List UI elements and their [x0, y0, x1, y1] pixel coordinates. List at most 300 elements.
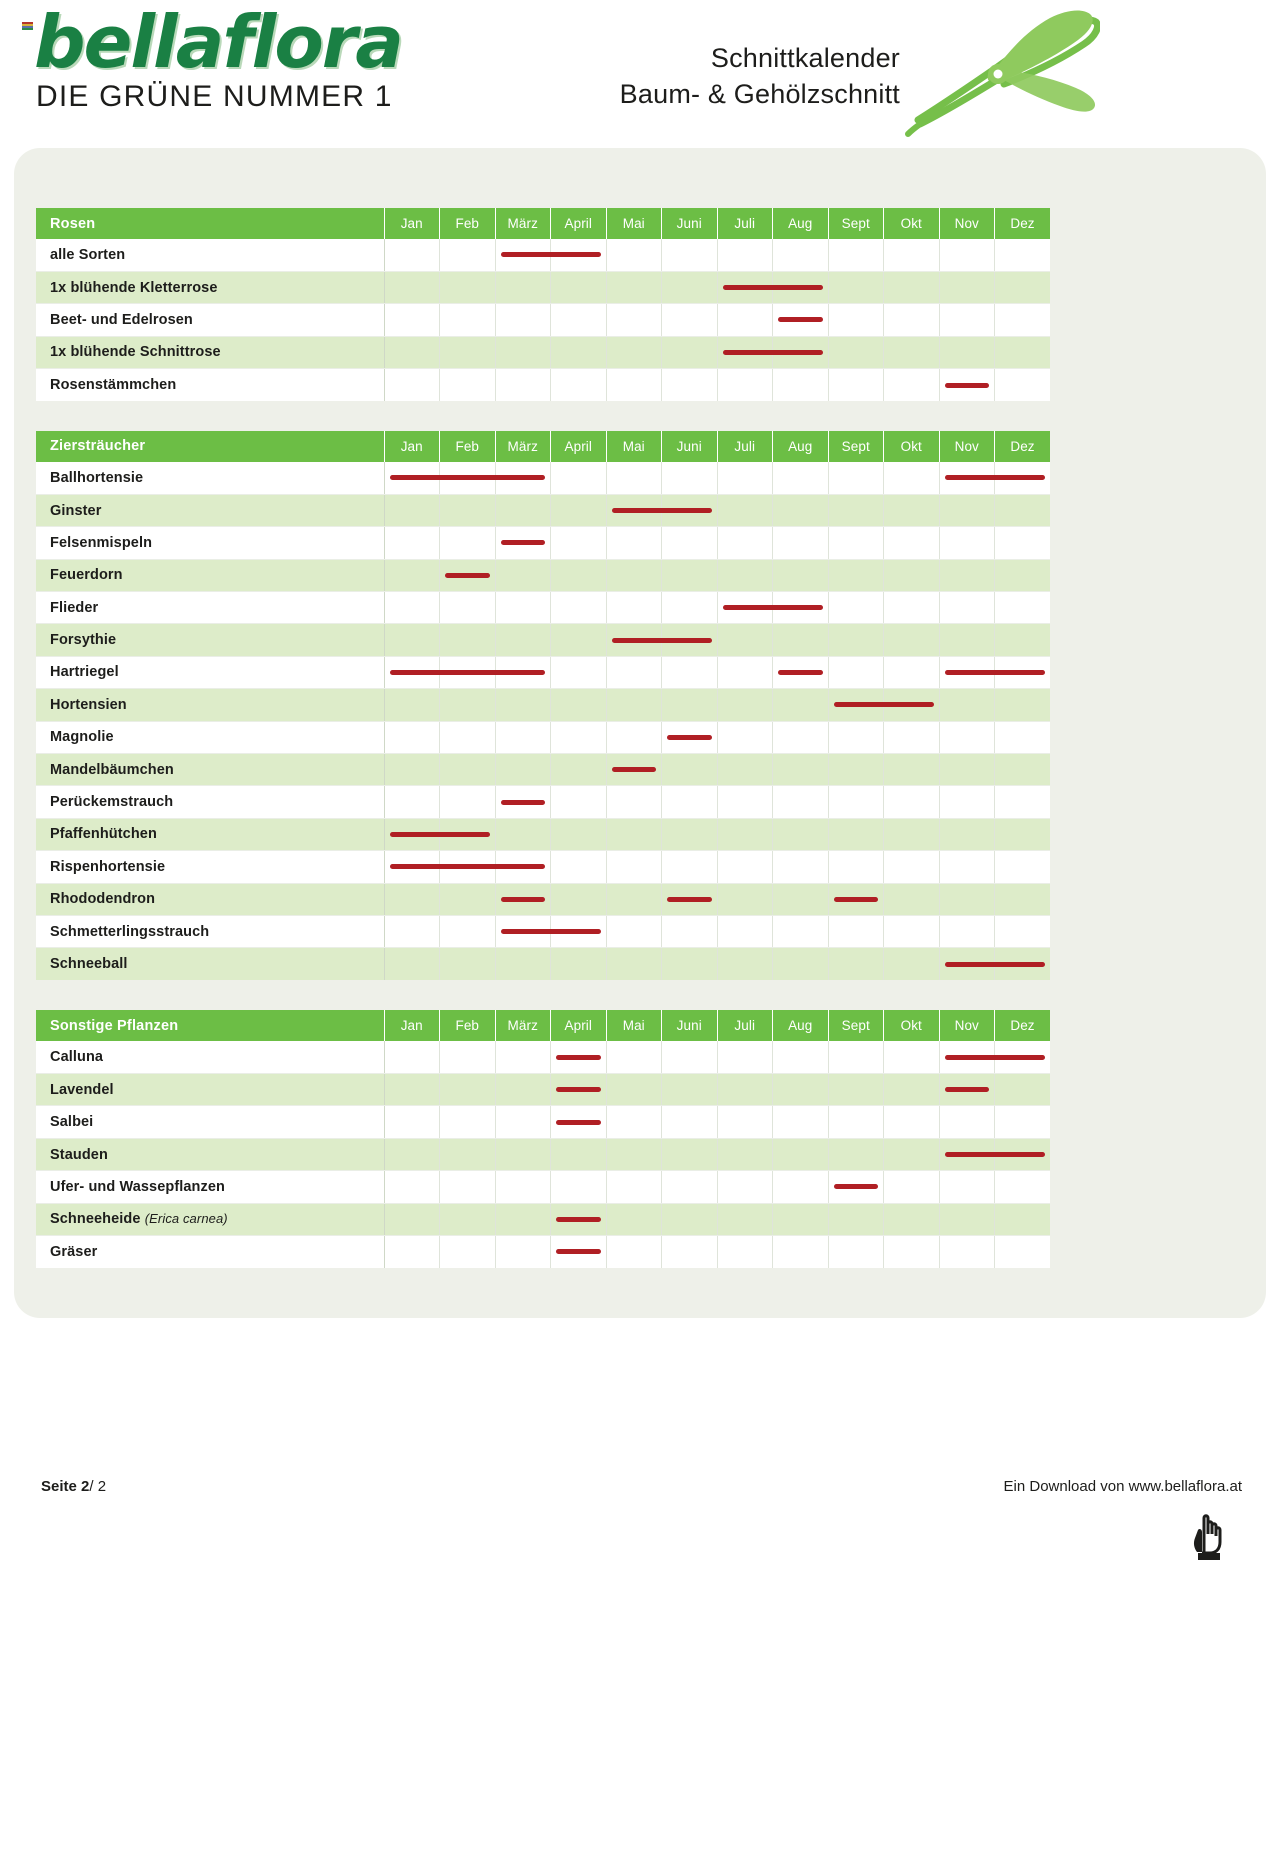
- month-header-dez: Dez: [995, 208, 1051, 239]
- table-row: [36, 336, 1050, 368]
- plant-name: [36, 624, 384, 656]
- month-header-okt: Okt: [884, 1010, 940, 1041]
- cut-period-cell: [773, 271, 829, 303]
- empty-cell: [551, 336, 607, 368]
- month-header-märz: März: [495, 431, 551, 462]
- empty-cell: [384, 1203, 440, 1235]
- plant-name: [36, 304, 384, 336]
- plant-name-label: 1x blühende Schnittrose: [50, 344, 221, 361]
- empty-cell: [384, 753, 440, 785]
- empty-cell: [995, 592, 1051, 624]
- plant-name: [36, 656, 384, 688]
- empty-cell: [495, 1106, 551, 1138]
- empty-cell: [384, 1106, 440, 1138]
- empty-cell: [773, 1171, 829, 1203]
- empty-cell: [773, 689, 829, 721]
- month-header-juli: Juli: [717, 1010, 773, 1041]
- empty-cell: [384, 336, 440, 368]
- table-title: Ziersträucher: [36, 431, 384, 462]
- cut-period-cell: [495, 851, 551, 883]
- plant-name-label: Feuerdorn: [50, 567, 123, 584]
- plant-name-label: Calluna: [50, 1049, 104, 1066]
- empty-cell: [939, 786, 995, 818]
- empty-cell: [773, 818, 829, 850]
- empty-cell: [495, 494, 551, 526]
- empty-cell: [995, 883, 1051, 915]
- empty-cell: [662, 1171, 718, 1203]
- plant-name-label: Perückemstrauch: [50, 794, 174, 811]
- empty-cell: [995, 239, 1051, 271]
- cut-period-cell: [495, 462, 551, 494]
- plant-name: [36, 462, 384, 494]
- cut-period-cell: [939, 656, 995, 688]
- empty-cell: [828, 304, 884, 336]
- empty-cell: [717, 883, 773, 915]
- cut-period-cell: [495, 656, 551, 688]
- empty-cell: [495, 592, 551, 624]
- empty-cell: [773, 239, 829, 271]
- empty-cell: [717, 494, 773, 526]
- month-header-dez: Dez: [995, 1010, 1051, 1041]
- month-header-april: April: [551, 431, 607, 462]
- plant-name: [36, 271, 384, 303]
- empty-cell: [884, 1203, 940, 1235]
- empty-cell: [773, 527, 829, 559]
- table-title: Rosen: [36, 208, 384, 239]
- plant-botanical-name: (Erica carnea): [144, 1211, 228, 1227]
- page-number-total: / 2: [89, 1478, 107, 1495]
- plant-name-label: Mandelbäumchen: [50, 761, 174, 778]
- empty-cell: [662, 915, 718, 947]
- empty-cell: [495, 1203, 551, 1235]
- cut-period-cell: [495, 915, 551, 947]
- empty-cell: [884, 883, 940, 915]
- cut-period-cell: [662, 494, 718, 526]
- empty-cell: [384, 1138, 440, 1170]
- empty-cell: [717, 462, 773, 494]
- empty-cell: [884, 527, 940, 559]
- plant-name-label: Rosenstämmchen: [50, 377, 177, 393]
- empty-cell: [995, 786, 1051, 818]
- cut-period-cell: [717, 271, 773, 303]
- cut-period-cell: [606, 624, 662, 656]
- cut-period-cell: [939, 1138, 995, 1170]
- empty-cell: [884, 721, 940, 753]
- empty-cell: [606, 948, 662, 980]
- empty-cell: [495, 689, 551, 721]
- plant-name: [36, 1106, 384, 1138]
- empty-cell: [440, 721, 496, 753]
- empty-cell: [717, 1106, 773, 1138]
- empty-cell: [773, 915, 829, 947]
- plant-name-label: Ginster: [50, 502, 102, 519]
- table-row: [36, 851, 1050, 883]
- empty-cell: [606, 559, 662, 591]
- plant-name-label: Schneeheide: [50, 1211, 141, 1228]
- empty-cell: [717, 1203, 773, 1235]
- empty-cell: [773, 369, 829, 401]
- empty-cell: [551, 818, 607, 850]
- empty-cell: [384, 369, 440, 401]
- cut-period-cell: [662, 624, 718, 656]
- month-header-mai: Mai: [606, 1010, 662, 1041]
- empty-cell: [551, 624, 607, 656]
- plant-name: [36, 494, 384, 526]
- cut-period-cell: [440, 818, 496, 850]
- empty-cell: [662, 1203, 718, 1235]
- empty-cell: [939, 592, 995, 624]
- empty-cell: [384, 304, 440, 336]
- empty-cell: [884, 239, 940, 271]
- plant-name-label: Schmetterlingsstrauch: [50, 923, 210, 940]
- empty-cell: [384, 271, 440, 303]
- plant-name: [36, 818, 384, 850]
- cut-period-cell: [773, 592, 829, 624]
- table-title: Sonstige Pflanzen: [36, 1010, 384, 1041]
- empty-cell: [440, 786, 496, 818]
- plant-name-label: Stauden: [50, 1146, 108, 1163]
- month-header-mai: Mai: [606, 208, 662, 239]
- cut-period-cell: [384, 851, 440, 883]
- empty-cell: [717, 1171, 773, 1203]
- empty-cell: [773, 721, 829, 753]
- empty-cell: [995, 1236, 1051, 1268]
- empty-cell: [440, 592, 496, 624]
- pruning-shears-icon: [900, 2, 1100, 142]
- empty-cell: [884, 494, 940, 526]
- plant-name-label: 1x blühende Kletterrose: [50, 279, 218, 296]
- empty-cell: [995, 1171, 1051, 1203]
- month-header-aug: Aug: [773, 1010, 829, 1041]
- empty-cell: [884, 1138, 940, 1170]
- plant-name: [36, 915, 384, 947]
- empty-cell: [440, 1106, 496, 1138]
- empty-cell: [717, 818, 773, 850]
- empty-cell: [606, 1106, 662, 1138]
- empty-cell: [384, 624, 440, 656]
- empty-cell: [717, 1041, 773, 1073]
- empty-cell: [606, 786, 662, 818]
- plant-name: [36, 559, 384, 591]
- pointing-hand-icon: [1188, 1508, 1228, 1560]
- cut-period-cell: [440, 559, 496, 591]
- empty-cell: [440, 948, 496, 980]
- plant-name-label: Schneeball: [50, 956, 128, 973]
- empty-cell: [939, 271, 995, 303]
- cut-period-cell: [551, 239, 607, 271]
- table-row: [36, 1106, 1050, 1138]
- page-number-current: Seite 2: [41, 1478, 90, 1495]
- empty-cell: [551, 656, 607, 688]
- table-header-row: [36, 1010, 1050, 1041]
- cut-period-cell: [440, 851, 496, 883]
- empty-cell: [773, 883, 829, 915]
- cut-period-cell: [995, 1041, 1051, 1073]
- table-row: [36, 753, 1050, 785]
- empty-cell: [717, 304, 773, 336]
- empty-cell: [828, 494, 884, 526]
- table-row: [36, 1041, 1050, 1073]
- empty-cell: [995, 369, 1051, 401]
- empty-cell: [995, 271, 1051, 303]
- month-header-jan: Jan: [384, 208, 440, 239]
- empty-cell: [717, 239, 773, 271]
- cut-period-cell: [995, 948, 1051, 980]
- empty-cell: [551, 462, 607, 494]
- empty-cell: [440, 1203, 496, 1235]
- empty-cell: [495, 1041, 551, 1073]
- empty-cell: [995, 494, 1051, 526]
- empty-cell: [440, 624, 496, 656]
- empty-cell: [495, 1171, 551, 1203]
- table-row: [36, 1138, 1050, 1170]
- table-row: [36, 948, 1050, 980]
- empty-cell: [606, 271, 662, 303]
- empty-cell: [606, 369, 662, 401]
- empty-cell: [606, 1171, 662, 1203]
- plant-name: [36, 786, 384, 818]
- empty-cell: [551, 753, 607, 785]
- empty-cell: [551, 1138, 607, 1170]
- empty-cell: [384, 1074, 440, 1106]
- empty-cell: [440, 1041, 496, 1073]
- table-row: [36, 304, 1050, 336]
- plant-name: [36, 948, 384, 980]
- empty-cell: [717, 369, 773, 401]
- empty-cell: [717, 1138, 773, 1170]
- empty-cell: [884, 369, 940, 401]
- plant-name: [36, 527, 384, 559]
- cut-period-cell: [717, 592, 773, 624]
- empty-cell: [662, 336, 718, 368]
- empty-cell: [939, 851, 995, 883]
- empty-cell: [773, 559, 829, 591]
- empty-cell: [440, 1236, 496, 1268]
- empty-cell: [384, 786, 440, 818]
- empty-cell: [662, 851, 718, 883]
- empty-cell: [440, 1074, 496, 1106]
- page-title: [560, 40, 900, 112]
- month-header-aug: Aug: [773, 208, 829, 239]
- month-header-jan: Jan: [384, 1010, 440, 1041]
- download-note: Ein Download von www.bellaflora.at: [1003, 1478, 1242, 1495]
- cut-period-cell: [551, 1236, 607, 1268]
- empty-cell: [717, 851, 773, 883]
- empty-cell: [773, 1236, 829, 1268]
- empty-cell: [606, 915, 662, 947]
- empty-cell: [939, 1236, 995, 1268]
- empty-cell: [551, 1171, 607, 1203]
- empty-cell: [884, 786, 940, 818]
- plant-name: [36, 592, 384, 624]
- plant-name-label: alle Sorten: [50, 246, 126, 263]
- empty-cell: [828, 1041, 884, 1073]
- month-header-mai: Mai: [606, 431, 662, 462]
- empty-cell: [884, 1171, 940, 1203]
- empty-cell: [939, 883, 995, 915]
- empty-cell: [495, 1138, 551, 1170]
- empty-cell: [384, 527, 440, 559]
- month-header-nov: Nov: [939, 431, 995, 462]
- month-header-feb: Feb: [440, 208, 496, 239]
- plant-name: [36, 336, 384, 368]
- empty-cell: [939, 721, 995, 753]
- empty-cell: [717, 527, 773, 559]
- empty-cell: [440, 689, 496, 721]
- month-header-märz: März: [495, 208, 551, 239]
- cut-period-cell: [440, 656, 496, 688]
- table-row: [36, 527, 1050, 559]
- empty-cell: [939, 494, 995, 526]
- empty-cell: [884, 559, 940, 591]
- empty-cell: [662, 559, 718, 591]
- plant-name: [36, 1236, 384, 1268]
- month-header-märz: März: [495, 1010, 551, 1041]
- empty-cell: [939, 336, 995, 368]
- cut-period-cell: [551, 915, 607, 947]
- empty-cell: [828, 786, 884, 818]
- empty-cell: [995, 753, 1051, 785]
- empty-cell: [939, 1203, 995, 1235]
- empty-cell: [606, 1236, 662, 1268]
- empty-cell: [995, 721, 1051, 753]
- plant-name: [36, 1041, 384, 1073]
- plant-name-label: Ballhortensie: [50, 469, 144, 486]
- cut-period-cell: [884, 689, 940, 721]
- empty-cell: [995, 559, 1051, 591]
- brand-logo: [22, 0, 402, 114]
- empty-cell: [384, 1171, 440, 1203]
- month-header-aug: Aug: [773, 431, 829, 462]
- empty-cell: [939, 1171, 995, 1203]
- calendar-table: [36, 208, 1050, 401]
- empty-cell: [995, 1106, 1051, 1138]
- empty-cell: [884, 1106, 940, 1138]
- empty-cell: [828, 527, 884, 559]
- table-row: [36, 494, 1050, 526]
- empty-cell: [773, 1106, 829, 1138]
- empty-cell: [662, 304, 718, 336]
- empty-cell: [384, 948, 440, 980]
- empty-cell: [606, 336, 662, 368]
- empty-cell: [551, 592, 607, 624]
- plant-name-label: Pfaffenhütchen: [50, 826, 157, 843]
- empty-cell: [384, 689, 440, 721]
- empty-cell: [939, 915, 995, 947]
- empty-cell: [662, 656, 718, 688]
- table-header-row: [36, 431, 1050, 462]
- empty-cell: [440, 1171, 496, 1203]
- empty-cell: [717, 689, 773, 721]
- empty-cell: [828, 818, 884, 850]
- empty-cell: [440, 271, 496, 303]
- month-header-juni: Juni: [662, 208, 718, 239]
- plant-name: [36, 239, 384, 271]
- empty-cell: [828, 559, 884, 591]
- table-row: [36, 915, 1050, 947]
- cut-period-cell: [995, 656, 1051, 688]
- empty-cell: [884, 948, 940, 980]
- empty-cell: [995, 527, 1051, 559]
- empty-cell: [662, 948, 718, 980]
- table-row: [36, 656, 1050, 688]
- empty-cell: [828, 592, 884, 624]
- month-header-juni: Juni: [662, 1010, 718, 1041]
- empty-cell: [606, 656, 662, 688]
- cut-period-cell: [551, 1041, 607, 1073]
- empty-cell: [828, 915, 884, 947]
- empty-cell: [884, 656, 940, 688]
- cut-period-cell: [717, 336, 773, 368]
- empty-cell: [995, 304, 1051, 336]
- empty-cell: [828, 624, 884, 656]
- month-header-jan: Jan: [384, 431, 440, 462]
- table-row: [36, 883, 1050, 915]
- page-number: [41, 1478, 106, 1495]
- empty-cell: [662, 1138, 718, 1170]
- plant-name-label: Felsenmispeln: [50, 534, 153, 551]
- empty-cell: [384, 239, 440, 271]
- cut-period-cell: [828, 689, 884, 721]
- month-header-juni: Juni: [662, 431, 718, 462]
- empty-cell: [440, 1138, 496, 1170]
- empty-cell: [828, 1203, 884, 1235]
- page-title-line1: Schnittkalender: [710, 43, 900, 73]
- month-header-dez: Dez: [995, 431, 1051, 462]
- month-header-feb: Feb: [440, 1010, 496, 1041]
- cut-period-cell: [440, 462, 496, 494]
- empty-cell: [440, 527, 496, 559]
- empty-cell: [884, 624, 940, 656]
- plant-name: [36, 369, 384, 401]
- empty-cell: [939, 239, 995, 271]
- empty-cell: [495, 559, 551, 591]
- empty-cell: [551, 851, 607, 883]
- empty-cell: [440, 304, 496, 336]
- cut-period-cell: [551, 1106, 607, 1138]
- empty-cell: [606, 689, 662, 721]
- empty-cell: [828, 851, 884, 883]
- empty-cell: [717, 624, 773, 656]
- empty-cell: [606, 1203, 662, 1235]
- month-header-juli: Juli: [717, 208, 773, 239]
- month-header-juli: Juli: [717, 431, 773, 462]
- cut-period-cell: [495, 239, 551, 271]
- empty-cell: [717, 753, 773, 785]
- empty-cell: [495, 1074, 551, 1106]
- empty-cell: [828, 656, 884, 688]
- empty-cell: [662, 1106, 718, 1138]
- empty-cell: [828, 1138, 884, 1170]
- empty-cell: [662, 369, 718, 401]
- empty-cell: [551, 721, 607, 753]
- cut-period-cell: [773, 304, 829, 336]
- empty-cell: [384, 721, 440, 753]
- empty-cell: [995, 689, 1051, 721]
- brand-name: bellaflora: [34, 0, 402, 84]
- brand-tagline: DIE GRÜNE NUMMER 1: [36, 80, 393, 113]
- cut-period-cell: [551, 1074, 607, 1106]
- table-row: [36, 592, 1050, 624]
- empty-cell: [884, 462, 940, 494]
- empty-cell: [606, 239, 662, 271]
- empty-cell: [551, 527, 607, 559]
- empty-cell: [884, 1041, 940, 1073]
- plant-name-label: Magnolie: [50, 729, 114, 746]
- plant-name-label: Beet- und Edelrosen: [50, 311, 193, 328]
- plant-name-label: Lavendel: [50, 1081, 114, 1098]
- cut-period-cell: [551, 1203, 607, 1235]
